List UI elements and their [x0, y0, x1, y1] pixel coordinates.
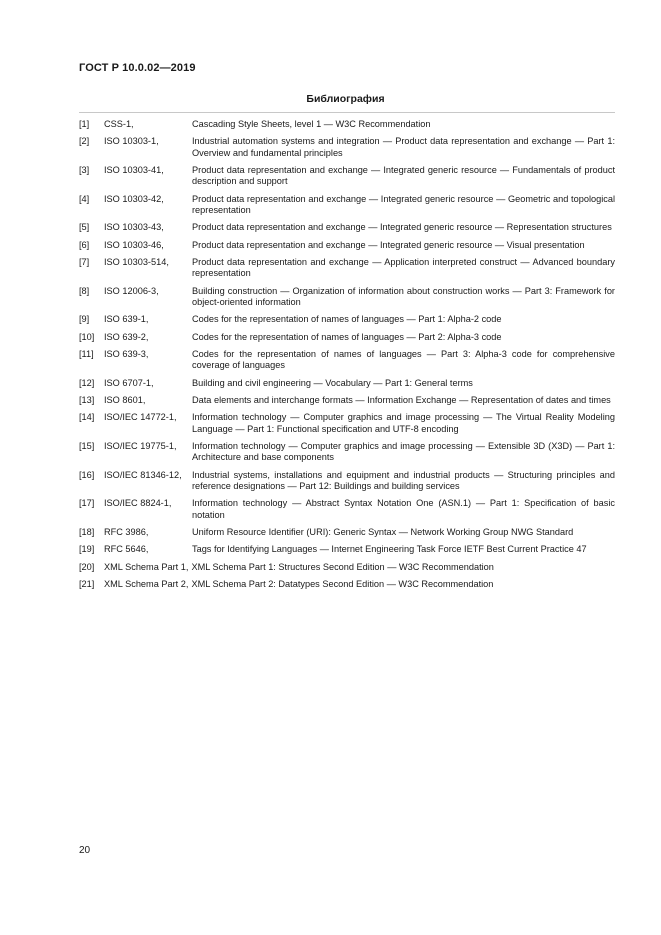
entry-code: ISO 8601,	[104, 395, 146, 405]
entry-text: Information technology — Computer graphics and image processing — Extensible 3D (X3D) — Part 1: Architecture and base components	[192, 441, 615, 463]
bibliography-title: Библиография	[306, 93, 385, 105]
header-divider	[79, 112, 615, 113]
entry-number: [5]	[79, 222, 90, 233]
entry-number: [12]	[79, 377, 95, 388]
bibliography-entry	[79, 395, 615, 406]
entry-code: ISO 10303-514,	[104, 257, 169, 267]
entry-number: [21]	[79, 579, 95, 589]
bibliography-entry	[79, 119, 615, 130]
document-code: ГОСТ Р 10.0.02—2019	[79, 62, 196, 74]
entry-number: [18]	[79, 527, 95, 538]
bibliography-entry	[79, 544, 615, 555]
entry-code: ISO/IEC 14772-1,	[104, 412, 177, 423]
entry-code: ISO 639-2,	[104, 331, 149, 342]
bibliography-entry	[79, 349, 615, 372]
bibliography-entry	[79, 165, 615, 188]
bibliography-entry	[79, 286, 615, 309]
bibliography-entry	[79, 378, 615, 389]
entry-number: [8]	[79, 285, 90, 296]
entry-number: [9]	[79, 314, 90, 325]
entry-code: ISO/IEC 19775-1,	[104, 441, 177, 451]
entry-code: ISO/IEC 8824-1,	[104, 498, 172, 509]
bibliography-entry	[79, 562, 615, 573]
entry-text: XML Schema Part 2: Datatypes Second Edition — W3C Recommendation	[191, 579, 494, 589]
entry-text: Codes for the representation of names of languages — Part 1: Alpha-2 code	[192, 314, 502, 325]
entry-number: [13]	[79, 395, 95, 405]
bibliography-entry	[79, 412, 615, 435]
entry-text: Uniform Resource Identifier (URI): Generic Syntax — Network Working Group NWG Standard	[192, 527, 574, 538]
entry-code: XML Schema Part 1,	[104, 561, 189, 572]
entry-number: [10]	[79, 331, 95, 342]
entry-code: ISO 10303-43,	[104, 222, 164, 233]
entry-number: [11]	[79, 349, 94, 359]
entry-number: [20]	[79, 561, 95, 572]
entry-code: CSS-1,	[104, 119, 134, 129]
entry-code: ISO 10303-41,	[104, 165, 164, 175]
entry-text: Information technology — Computer graphics and image processing — The Virtual Reality Modeling Language — Part 1: Functional specification and UTF-8 encoding	[192, 412, 615, 434]
bibliography-entry	[79, 314, 615, 325]
entry-number: [1]	[79, 119, 90, 129]
bibliography-entry	[79, 441, 615, 464]
entry-text: Product data representation and exchange — Integrated generic resource — Fundamentals of product description and support	[192, 165, 615, 187]
entry-text: Industrial systems, installations and equipment and industrial products — Structuring principles and reference designations — Part 12: Buildings and building services	[192, 469, 615, 492]
entry-code: ISO 12006-3,	[104, 285, 159, 296]
bibliography-entry	[79, 194, 615, 217]
entry-number: [16]	[79, 469, 95, 480]
entry-text: XML Schema Part 1: Structures Second Edition — W3C Recommendation	[191, 561, 494, 572]
entry-code: ISO 639-1,	[104, 314, 149, 325]
entry-text: Building construction — Organization of information about construction works — Part 3: Framework for object-oriented information	[192, 285, 615, 308]
bibliography-entry	[79, 240, 615, 251]
entry-code: XML Schema Part 2,	[104, 579, 189, 589]
entry-text: Codes for the representation of names of languages — Part 2: Alpha-3 code	[192, 331, 502, 342]
entry-number: [7]	[79, 257, 90, 267]
entry-number: [3]	[79, 165, 90, 175]
bibliography-entry	[79, 579, 615, 590]
entry-text: Product data representation and exchange — Integrated generic resource — Visual presentation	[192, 239, 585, 250]
entry-text: Information technology — Abstract Syntax Notation One (ASN.1) — Part 1: Specification of basic notation	[192, 498, 615, 520]
bibliography-entry	[79, 470, 615, 493]
entry-code: RFC 3986,	[104, 527, 149, 538]
entry-number: [2]	[79, 136, 90, 147]
entry-code: ISO 10303-42,	[104, 193, 164, 204]
entry-text: Product data representation and exchange — Application interpreted construct — Advanced boundary representation	[192, 257, 615, 279]
entry-code: RFC 5646,	[104, 544, 149, 555]
entry-number: [15]	[79, 441, 95, 451]
entry-number: [14]	[79, 412, 95, 423]
entry-text: Data elements and interchange formats — Information Exchange — Representation of dates and times	[192, 395, 611, 405]
bibliography-entry	[79, 332, 615, 343]
bibliography-entry	[79, 498, 615, 521]
entry-code: ISO 6707-1,	[104, 377, 154, 388]
entry-code: ISO 10303-46,	[104, 239, 164, 250]
entry-code: ISO 639-3,	[104, 349, 149, 359]
page-number: 20	[79, 845, 91, 856]
entry-number: [17]	[79, 498, 95, 509]
bibliography-entry	[79, 136, 615, 159]
entry-number: [6]	[79, 239, 90, 250]
entry-text: Industrial automation systems and integration — Product data representation and exchange — Part 1: Overview and fundamental principles	[192, 136, 615, 158]
entry-number: [4]	[79, 193, 90, 204]
entry-text: Tags for Identifying Languages — Internet Engineering Task Force IETF Best Current Practice 47	[192, 544, 587, 555]
bibliography-entry	[79, 257, 615, 280]
entry-text: Product data representation and exchange — Integrated generic resource — Geometric and topological representation	[192, 193, 615, 216]
entry-number: [19]	[79, 544, 95, 555]
entry-code: ISO/IEC 81346-12,	[104, 469, 182, 480]
entry-text: Product data representation and exchange — Integrated generic resource — Representation structures	[192, 222, 612, 233]
entry-text: Codes for the representation of names of languages — Part 3: Alpha-3 code for comprehensive coverage of languages	[192, 349, 615, 371]
entry-text: Cascading Style Sheets, level 1 — W3C Recommendation	[192, 119, 431, 129]
entry-code: ISO 10303-1,	[104, 136, 159, 147]
bibliography-entry	[79, 527, 615, 538]
bibliography-list	[79, 119, 615, 596]
entry-text: Building and civil engineering — Vocabulary — Part 1: General terms	[192, 377, 473, 388]
bibliography-entry	[79, 222, 615, 233]
